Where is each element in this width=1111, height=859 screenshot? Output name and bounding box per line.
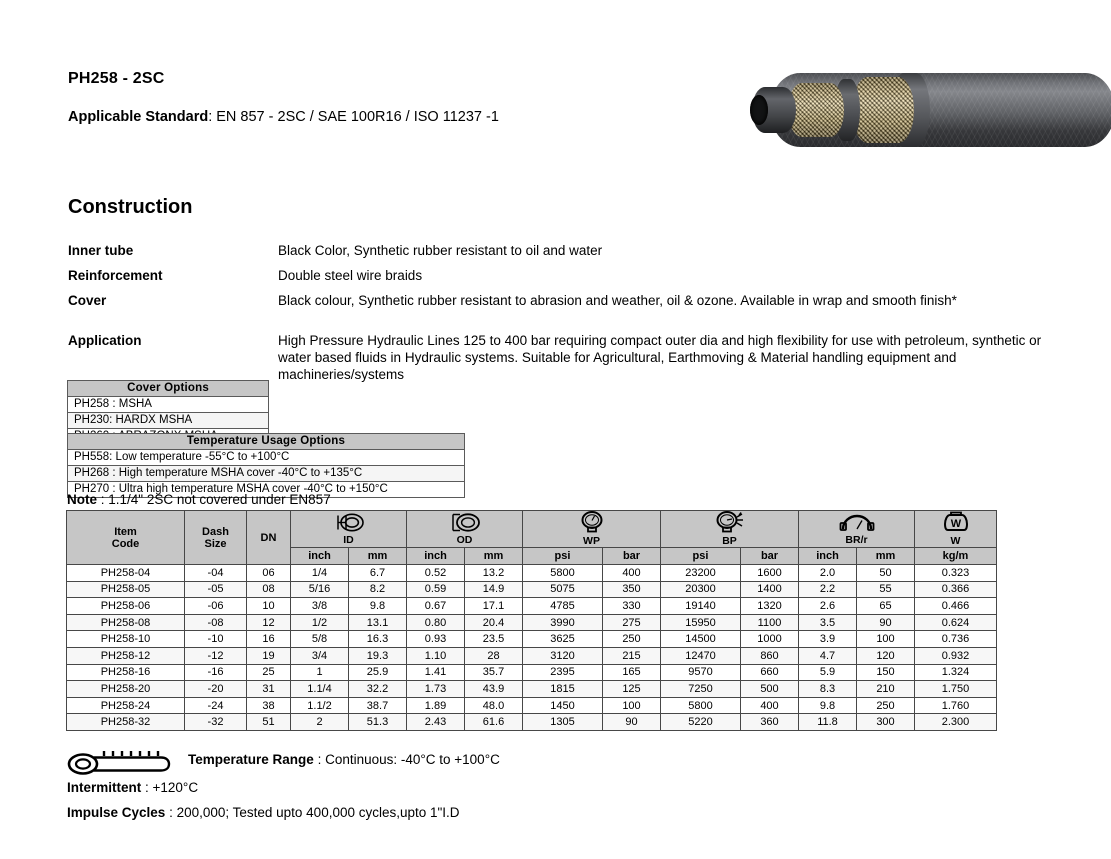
temperature-option-item: PH270 : Ultra high temperature MSHA cover -40°C to +150°C (68, 482, 465, 498)
cell-item: PH258-20 (67, 681, 185, 698)
unit-header-bp-bar: bar (741, 548, 799, 565)
construction-value: High Pressure Hydraulic Lines 125 to 400 bar requiring compact outer dia and high flexibility for use with petroleum, synthetic or water based fluids in Hydraulic systems. Suitable for Agricultural, Earthmoving & Material handling equipment and machineries/systems (278, 333, 1042, 382)
cell-wp-bar: 100 (603, 697, 661, 714)
intermittent-line (67, 780, 198, 795)
cell-od-inch: 1.10 (407, 647, 465, 664)
cell-w: 0.932 (915, 647, 997, 664)
temperature-options-table (67, 433, 465, 498)
cell-w: 1.760 (915, 697, 997, 714)
cell-od-mm: 28 (465, 647, 523, 664)
impulse-cycles-line (67, 805, 460, 820)
cell-od-mm: 35.7 (465, 664, 523, 681)
cell-w: 2.300 (915, 714, 997, 731)
cell-br-mm: 65 (857, 598, 915, 615)
column-header-item-code: Item Code (67, 511, 185, 565)
cell-item: PH258-16 (67, 664, 185, 681)
cell-bp-bar: 1320 (741, 598, 799, 615)
cell-item: PH258-04 (67, 565, 185, 582)
cell-br-mm: 210 (857, 681, 915, 698)
cell-wp-psi: 5800 (523, 565, 603, 582)
cell-od-inch: 1.73 (407, 681, 465, 698)
cell-dash: -32 (185, 714, 247, 731)
cell-w: 1.324 (915, 664, 997, 681)
cell-w: 0.624 (915, 614, 997, 631)
cell-bp-psi: 5220 (661, 714, 741, 731)
cell-od-mm: 61.6 (465, 714, 523, 731)
table-row (67, 664, 997, 681)
cell-od-mm: 20.4 (465, 614, 523, 631)
unit-header-br-inch: inch (799, 548, 857, 565)
column-header-bend-radius (799, 511, 915, 548)
thermometer-icon (66, 746, 178, 781)
construction-heading: Construction (68, 196, 193, 218)
cell-br-inch: 8.3 (799, 681, 857, 698)
cell-id-inch: 2 (291, 714, 349, 731)
cell-br-inch: 3.9 (799, 631, 857, 648)
cell-dash: -10 (185, 631, 247, 648)
cell-id-inch: 1 (291, 664, 349, 681)
cell-bp-psi: 15950 (661, 614, 741, 631)
group-header-row (67, 511, 997, 548)
cell-wp-bar: 330 (603, 598, 661, 615)
table-row (67, 598, 997, 615)
id-caption: ID (343, 533, 354, 546)
page-title: PH258 - 2SC (68, 70, 165, 87)
table-row (67, 647, 997, 664)
od-caption: OD (456, 533, 473, 546)
cell-dash: -24 (185, 697, 247, 714)
cell-wp-psi: 5075 (523, 581, 603, 598)
cell-id-mm: 38.7 (349, 697, 407, 714)
cell-item: PH258-24 (67, 697, 185, 714)
cell-id-inch: 1.1/2 (291, 697, 349, 714)
cell-bp-psi: 20300 (661, 581, 741, 598)
cell-dash: -05 (185, 581, 247, 598)
cover-option-item: PH230: HARDX MSHA (68, 413, 269, 429)
intermittent-value: : +120°C (145, 780, 199, 795)
cell-br-mm: 300 (857, 714, 915, 731)
cell-bp-bar: 1100 (741, 614, 799, 631)
column-header-weight (915, 511, 997, 548)
cell-od-inch: 0.67 (407, 598, 465, 615)
specification-table (66, 510, 997, 731)
cell-wp-bar: 350 (603, 581, 661, 598)
cell-id-mm: 16.3 (349, 631, 407, 648)
bend-radius-icon (838, 512, 876, 535)
svg-text:W: W (950, 518, 961, 530)
cell-br-inch: 2.0 (799, 565, 857, 582)
cell-od-mm: 17.1 (465, 598, 523, 615)
unit-header-od-mm: mm (465, 548, 523, 565)
unit-header-wp-psi: psi (523, 548, 603, 565)
note-value: : 1.1/4" 2SC not covered under EN857 (100, 492, 331, 507)
column-header-id (291, 511, 407, 548)
hose-outer-steel-braid (852, 77, 914, 143)
cell-wp-psi: 3990 (523, 614, 603, 631)
cell-wp-psi: 3625 (523, 631, 603, 648)
cell-id-inch: 1.1/4 (291, 681, 349, 698)
cell-bp-bar: 1000 (741, 631, 799, 648)
column-header-od (407, 511, 523, 548)
construction-label: Inner tube (68, 243, 134, 258)
table-row (67, 581, 997, 598)
cell-id-mm: 32.2 (349, 681, 407, 698)
cell-item: PH258-32 (67, 714, 185, 731)
cell-w: 0.323 (915, 565, 997, 582)
cell-od-mm: 23.5 (465, 631, 523, 648)
w-caption: W (950, 535, 961, 547)
unit-header-br-mm: mm (857, 548, 915, 565)
cell-id-mm: 51.3 (349, 714, 407, 731)
cell-id-mm: 8.2 (349, 581, 407, 598)
cell-od-inch: 1.41 (407, 664, 465, 681)
column-header-dash-size: Dash Size (185, 511, 247, 565)
cell-wp-bar: 215 (603, 647, 661, 664)
cell-dn: 08 (247, 581, 291, 598)
specification-table-head (67, 511, 997, 565)
cell-wp-psi: 3120 (523, 647, 603, 664)
cell-br-inch: 2.2 (799, 581, 857, 598)
unit-header-id-inch: inch (291, 548, 349, 565)
unit-header-bp-psi: psi (661, 548, 741, 565)
temperature-range-label: Temperature Range (188, 752, 314, 767)
cell-br-inch: 5.9 (799, 664, 857, 681)
column-header-bp (661, 511, 799, 548)
cell-id-mm: 25.9 (349, 664, 407, 681)
cell-br-mm: 150 (857, 664, 915, 681)
cell-dn: 19 (247, 647, 291, 664)
cell-bp-bar: 1400 (741, 581, 799, 598)
cell-id-inch: 5/8 (291, 631, 349, 648)
impulse-cycles-value: : 200,000; Tested upto 400,000 cycles,upto 1"I.D (169, 805, 460, 820)
construction-value: Black colour, Synthetic rubber resistant to abrasion and weather, oil & ozone. Available in wrap and smooth finish* (278, 293, 957, 308)
cell-wp-bar: 250 (603, 631, 661, 648)
cell-bp-bar: 400 (741, 697, 799, 714)
outer-diameter-icon (444, 513, 486, 535)
cell-bp-bar: 360 (741, 714, 799, 731)
table-row (67, 565, 997, 582)
applicable-standard-label: Applicable Standard (68, 109, 209, 125)
construction-label: Cover (68, 293, 107, 308)
cell-wp-bar: 400 (603, 565, 661, 582)
cell-dn: 06 (247, 565, 291, 582)
cell-od-mm: 13.2 (465, 565, 523, 582)
temperature-range-value: : Continuous: -40°C to +100°C (317, 752, 500, 767)
cell-w: 0.736 (915, 631, 997, 648)
cell-id-mm: 13.1 (349, 614, 407, 631)
cell-dash: -20 (185, 681, 247, 698)
applicable-standard (68, 108, 598, 127)
column-header-wp (523, 511, 661, 548)
applicable-standard-value: : EN 857 - 2SC / SAE 100R16 / ISO 11237 -1 (208, 109, 499, 125)
cell-od-mm: 14.9 (465, 581, 523, 598)
cover-option-item: PH258 : MSHA (68, 397, 269, 413)
cell-wp-bar: 90 (603, 714, 661, 731)
cell-dash: -12 (185, 647, 247, 664)
unit-header-weight-kgm: kg/m (915, 548, 997, 565)
cell-br-inch: 3.5 (799, 614, 857, 631)
weight-icon (943, 511, 969, 536)
cell-id-inch: 3/8 (291, 598, 349, 615)
note-label: Note (67, 492, 97, 507)
temperature-options-header: Temperature Usage Options (68, 434, 465, 450)
pressure-gauge-icon (577, 511, 607, 536)
table-row (67, 714, 997, 731)
cell-od-mm: 43.9 (465, 681, 523, 698)
cell-br-mm: 120 (857, 647, 915, 664)
cell-bp-psi: 5800 (661, 697, 741, 714)
burst-pressure-icon (713, 511, 747, 536)
hose-bore-opening (750, 95, 768, 125)
cell-od-inch: 1.89 (407, 697, 465, 714)
cell-bp-bar: 660 (741, 664, 799, 681)
cell-wp-psi: 1815 (523, 681, 603, 698)
cell-bp-psi: 23200 (661, 565, 741, 582)
cell-dash: -04 (185, 565, 247, 582)
cell-w: 1.750 (915, 681, 997, 698)
cell-br-mm: 50 (857, 565, 915, 582)
hose-inner-steel-braid (788, 83, 844, 137)
cell-br-inch: 2.6 (799, 598, 857, 615)
column-header-dn: DN (247, 511, 291, 565)
cell-bp-psi: 9570 (661, 664, 741, 681)
cell-id-inch: 5/16 (291, 581, 349, 598)
cell-item: PH258-12 (67, 647, 185, 664)
cell-wp-psi: 1305 (523, 714, 603, 731)
cell-br-mm: 250 (857, 697, 915, 714)
cell-bp-bar: 1600 (741, 565, 799, 582)
intermittent-label: Intermittent (67, 780, 142, 795)
cell-item: PH258-05 (67, 581, 185, 598)
cell-w: 0.366 (915, 581, 997, 598)
wp-caption: WP (583, 535, 600, 547)
cell-bp-psi: 7250 (661, 681, 741, 698)
cell-wp-psi: 2395 (523, 664, 603, 681)
temperature-option-item: PH268 : High temperature MSHA cover -40°C to +135°C (68, 466, 465, 482)
cell-dash: -16 (185, 664, 247, 681)
cell-br-inch: 9.8 (799, 697, 857, 714)
note-line (67, 492, 331, 507)
cell-bp-bar: 860 (741, 647, 799, 664)
cell-dash: -08 (185, 614, 247, 631)
temperature-range-line (188, 752, 500, 767)
cell-dn: 38 (247, 697, 291, 714)
cell-od-inch: 2.43 (407, 714, 465, 731)
table-row (67, 631, 997, 648)
cell-wp-bar: 165 (603, 664, 661, 681)
unit-header-id-mm: mm (349, 548, 407, 565)
construction-value: Double steel wire braids (278, 268, 423, 283)
cell-w: 0.466 (915, 598, 997, 615)
cell-dn: 16 (247, 631, 291, 648)
cell-id-mm: 9.8 (349, 598, 407, 615)
cell-item: PH258-10 (67, 631, 185, 648)
cell-br-mm: 100 (857, 631, 915, 648)
cell-br-mm: 90 (857, 614, 915, 631)
cell-br-inch: 4.7 (799, 647, 857, 664)
construction-value: Black Color, Synthetic rubber resistant to oil and water (278, 243, 603, 258)
cell-dn: 25 (247, 664, 291, 681)
cell-dn: 12 (247, 614, 291, 631)
product-hose-image (742, 57, 1111, 161)
cell-id-mm: 6.7 (349, 565, 407, 582)
cell-od-inch: 0.80 (407, 614, 465, 631)
cell-od-inch: 0.59 (407, 581, 465, 598)
cell-wp-bar: 275 (603, 614, 661, 631)
cell-id-mm: 19.3 (349, 647, 407, 664)
table-row (67, 697, 997, 714)
cell-id-inch: 1/2 (291, 614, 349, 631)
cell-id-inch: 3/4 (291, 647, 349, 664)
specification-table-body (67, 565, 997, 731)
br-caption: BR/r (845, 534, 868, 546)
cell-dash: -06 (185, 598, 247, 615)
unit-header-wp-bar: bar (603, 548, 661, 565)
table-row (67, 681, 997, 698)
cell-wp-psi: 4785 (523, 598, 603, 615)
cell-od-inch: 0.93 (407, 631, 465, 648)
cell-br-mm: 55 (857, 581, 915, 598)
cell-wp-bar: 125 (603, 681, 661, 698)
cell-wp-psi: 1450 (523, 697, 603, 714)
unit-header-od-inch: inch (407, 548, 465, 565)
bp-caption: BP (722, 535, 737, 547)
cell-bp-psi: 14500 (661, 631, 741, 648)
cell-br-inch: 11.8 (799, 714, 857, 731)
cell-od-inch: 0.52 (407, 565, 465, 582)
temperature-option-item: PH558: Low temperature -55°C to +100°C (68, 450, 465, 466)
cell-item: PH258-06 (67, 598, 185, 615)
inner-diameter-icon (328, 513, 370, 535)
cell-id-inch: 1/4 (291, 565, 349, 582)
impulse-cycles-label: Impulse Cycles (67, 805, 166, 820)
cover-options-header: Cover Options (68, 381, 269, 397)
cell-dn: 51 (247, 714, 291, 731)
cell-bp-bar: 500 (741, 681, 799, 698)
construction-label: Reinforcement (68, 268, 163, 283)
cell-item: PH258-08 (67, 614, 185, 631)
construction-label: Application (68, 333, 142, 348)
cell-dn: 10 (247, 598, 291, 615)
cell-dn: 31 (247, 681, 291, 698)
cell-bp-psi: 12470 (661, 647, 741, 664)
cell-bp-psi: 19140 (661, 598, 741, 615)
table-row (67, 614, 997, 631)
cell-od-mm: 48.0 (465, 697, 523, 714)
